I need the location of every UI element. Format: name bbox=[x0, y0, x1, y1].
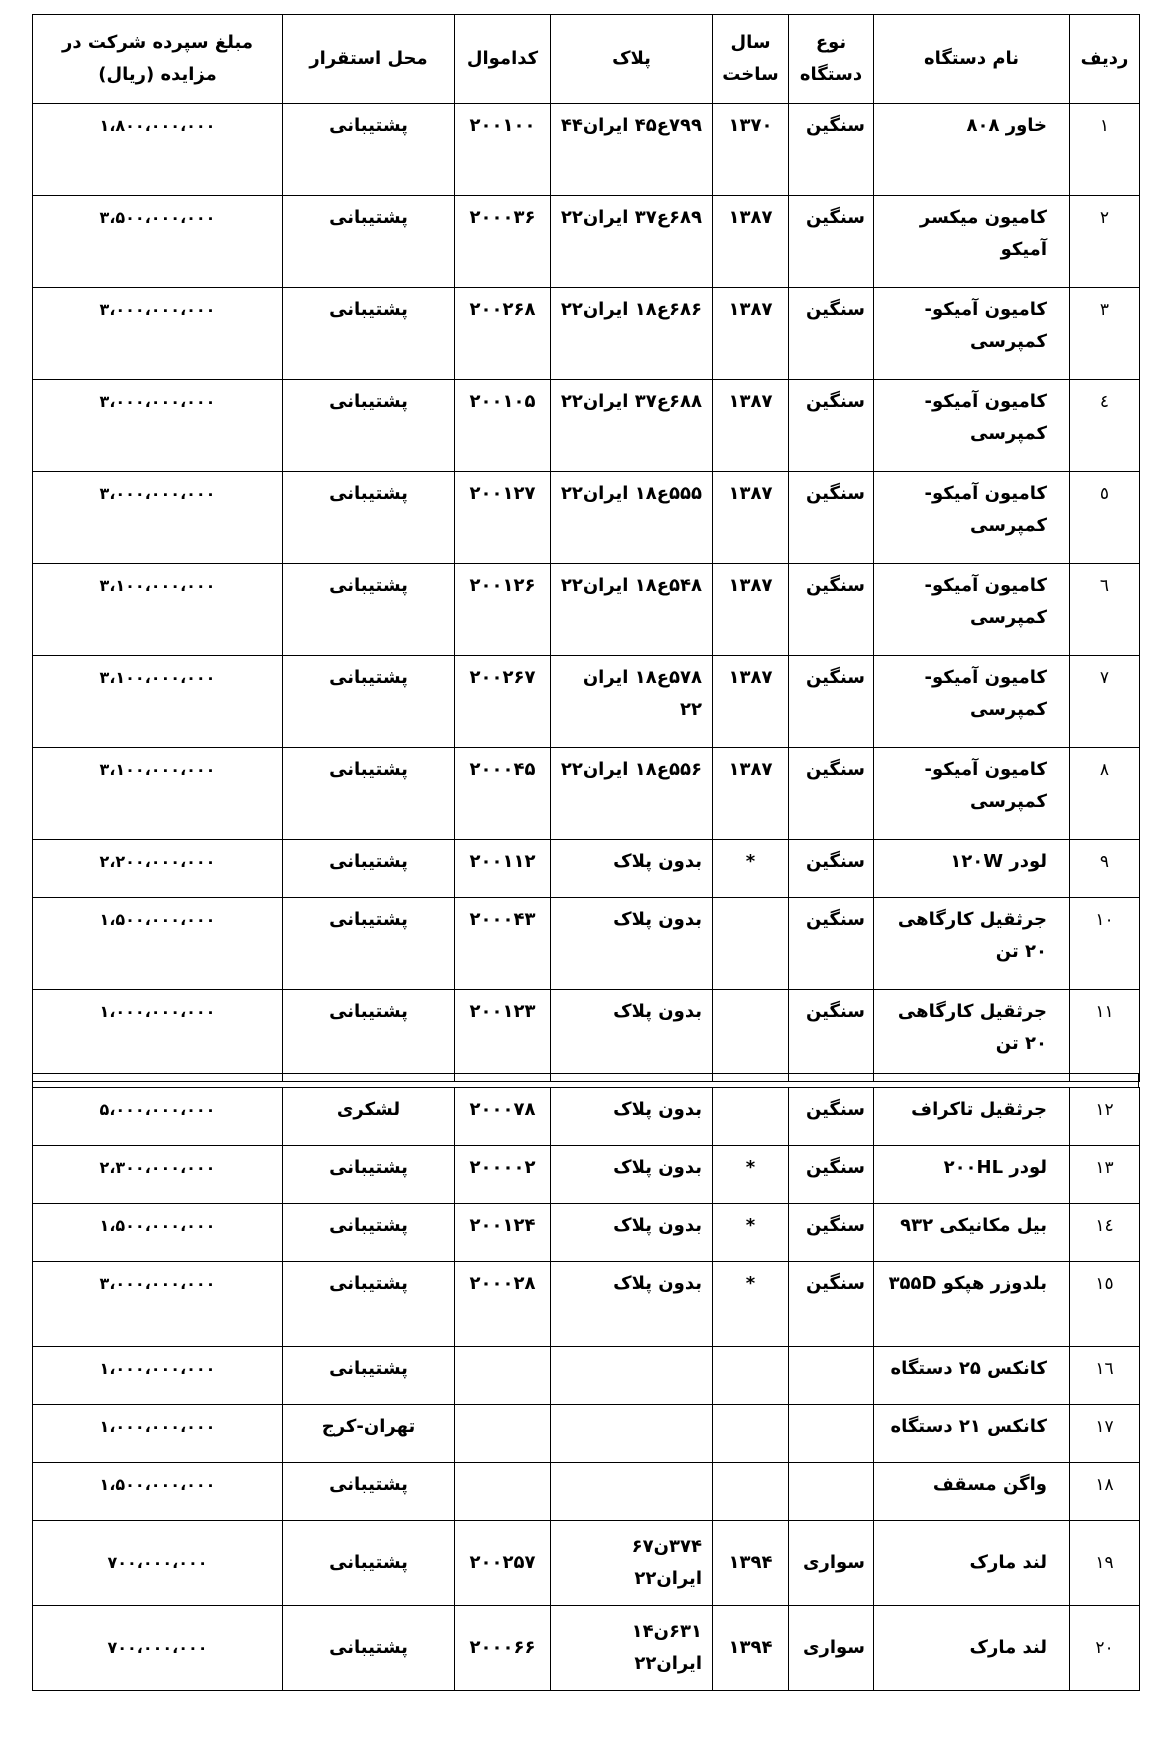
build-year-cell: ۱۳۹۴ bbox=[713, 1606, 789, 1691]
deposit-amount-cell: ۳،۰۰۰،۰۰۰،۰۰۰ bbox=[33, 472, 283, 564]
location-cell: پشتیبانی bbox=[283, 564, 455, 656]
table-row bbox=[33, 1204, 1140, 1262]
deposit-amount-cell: ۱،۵۰۰،۰۰۰،۰۰۰ bbox=[33, 898, 283, 990]
location-cell: پشتیبانی bbox=[283, 472, 455, 564]
plate-number-cell: ۵۴۸ع۱۸ ایران۲۲ bbox=[551, 564, 713, 656]
asset-code-cell: ۲۰۰۰۷۸ bbox=[455, 1088, 551, 1146]
device-name-cell: لودر ۲۰۰HL bbox=[874, 1146, 1070, 1204]
asset-code-cell: ۲۰۰۱۲۶ bbox=[455, 564, 551, 656]
page-break-line bbox=[32, 1073, 1139, 1074]
device-name-cell: کامیون آمیکو- کمپرسی bbox=[874, 656, 1070, 748]
build-year-cell: ۱۳۷۰ bbox=[713, 104, 789, 196]
header-device-name: نام دستگاه bbox=[874, 15, 1070, 104]
header-asset-code: کداموال bbox=[455, 15, 551, 104]
device-name-cell: کامیون آمیکو- کمپرسی bbox=[874, 288, 1070, 380]
build-year-cell: ۱۳۸۷ bbox=[713, 380, 789, 472]
deposit-amount-cell: ۳،۰۰۰،۰۰۰،۰۰۰ bbox=[33, 288, 283, 380]
auction-table-part2 bbox=[32, 1087, 1140, 1691]
location-cell: لشکری bbox=[283, 1088, 455, 1146]
build-year-cell: ۱۳۹۴ bbox=[713, 1521, 789, 1606]
location-cell: تهران-کرج bbox=[283, 1405, 455, 1463]
device-name-cell: کامیون آمیکو- کمپرسی bbox=[874, 472, 1070, 564]
location-cell: پشتیبانی bbox=[283, 1262, 455, 1347]
row-number-cell: ۲۰ bbox=[1070, 1606, 1140, 1691]
row-number-cell: ۱٥ bbox=[1070, 1262, 1140, 1347]
plate-number-cell bbox=[551, 1405, 713, 1463]
asset-code-cell: ۲۰۰۱۲۷ bbox=[455, 472, 551, 564]
plate-number-cell: بدون پلاک bbox=[551, 1204, 713, 1262]
table-row bbox=[33, 1146, 1140, 1204]
device-type-cell: سنگین bbox=[789, 1146, 874, 1204]
location-cell: پشتیبانی bbox=[283, 1463, 455, 1521]
row-number-cell: ۱۳ bbox=[1070, 1146, 1140, 1204]
table-row bbox=[33, 1521, 1140, 1606]
device-name-cell: جرثقیل کارگاهی ۲۰ تن bbox=[874, 898, 1070, 990]
build-year-cell bbox=[713, 1347, 789, 1405]
table-row bbox=[33, 1088, 1140, 1146]
table-row bbox=[33, 656, 1140, 748]
deposit-amount-cell: ۳،۵۰۰،۰۰۰،۰۰۰ bbox=[33, 196, 283, 288]
plate-number-cell: ۷۹۹ع۴۵ ایران۴۴ bbox=[551, 104, 713, 196]
location-cell: پشتیبانی bbox=[283, 1347, 455, 1405]
deposit-amount-cell: ۲،۳۰۰،۰۰۰،۰۰۰ bbox=[33, 1146, 283, 1204]
asset-code-cell: ۲۰۰۰۳۶ bbox=[455, 196, 551, 288]
asset-code-cell: ۲۰۰۰۴۵ bbox=[455, 748, 551, 840]
deposit-amount-cell: ۳،۱۰۰،۰۰۰،۰۰۰ bbox=[33, 656, 283, 748]
row-number-cell: ۱ bbox=[1070, 104, 1140, 196]
deposit-amount-cell: ۱،۰۰۰،۰۰۰،۰۰۰ bbox=[33, 1347, 283, 1405]
row-number-cell: ٤ bbox=[1070, 380, 1140, 472]
plate-number-cell: ۶۸۹ع۳۷ ایران۲۲ bbox=[551, 196, 713, 288]
device-name-cell: کامیون آمیکو- کمپرسی bbox=[874, 748, 1070, 840]
auction-table-part1 bbox=[32, 14, 1140, 1082]
header-deposit-amount: مبلغ سپرده شرکت در مزایده (ریال) bbox=[33, 15, 283, 104]
location-cell: پشتیبانی bbox=[283, 196, 455, 288]
location-cell: پشتیبانی bbox=[283, 840, 455, 898]
location-cell: پشتیبانی bbox=[283, 990, 455, 1082]
deposit-amount-cell: ۳،۱۰۰،۰۰۰،۰۰۰ bbox=[33, 748, 283, 840]
device-name-cell: کامیون میکسر آمیکو bbox=[874, 196, 1070, 288]
device-type-cell: سنگین bbox=[789, 840, 874, 898]
location-cell: پشتیبانی bbox=[283, 898, 455, 990]
device-type-cell: سنگین bbox=[789, 898, 874, 990]
row-number-cell: ٥ bbox=[1070, 472, 1140, 564]
table-row bbox=[33, 748, 1140, 840]
plate-number-cell: بدون پلاک bbox=[551, 1088, 713, 1146]
build-year-cell: ۱۳۸۷ bbox=[713, 288, 789, 380]
plate-number-cell bbox=[551, 1463, 713, 1521]
device-type-cell: سنگین bbox=[789, 1088, 874, 1146]
location-cell: پشتیبانی bbox=[283, 1146, 455, 1204]
row-number-cell: ۸ bbox=[1070, 748, 1140, 840]
device-name-cell: کامیون آمیکو- کمپرسی bbox=[874, 564, 1070, 656]
device-type-cell: سنگین bbox=[789, 748, 874, 840]
build-year-cell: * bbox=[713, 1146, 789, 1204]
device-name-cell: خاور ۸۰۸ bbox=[874, 104, 1070, 196]
asset-code-cell: ۲۰۰۰۶۶ bbox=[455, 1606, 551, 1691]
device-type-cell: سنگین bbox=[789, 380, 874, 472]
asset-code-cell: ۲۰۰۱۰۵ bbox=[455, 380, 551, 472]
device-type-cell: سنگین bbox=[789, 104, 874, 196]
build-year-cell bbox=[713, 1463, 789, 1521]
row-number-cell: ۱۷ bbox=[1070, 1405, 1140, 1463]
asset-code-cell: ۲۰۰۲۵۷ bbox=[455, 1521, 551, 1606]
build-year-cell: * bbox=[713, 1204, 789, 1262]
build-year-cell bbox=[713, 990, 789, 1082]
deposit-amount-cell: ۷۰۰،۰۰۰،۰۰۰ bbox=[33, 1521, 283, 1606]
row-number-cell: ۱٦ bbox=[1070, 1347, 1140, 1405]
asset-code-cell: ۲۰۰۰۴۳ bbox=[455, 898, 551, 990]
table-row bbox=[33, 104, 1140, 196]
table-row bbox=[33, 1347, 1140, 1405]
row-number-cell: ۹ bbox=[1070, 840, 1140, 898]
device-name-cell: جرثقیل تاکراف bbox=[874, 1088, 1070, 1146]
plate-number-cell: ۳۷۴ن۶۷ ایران۲۲ bbox=[551, 1521, 713, 1606]
header-build-year: سال ساخت bbox=[713, 15, 789, 104]
header-row-number: ردیف bbox=[1070, 15, 1140, 104]
build-year-cell: ۱۳۸۷ bbox=[713, 196, 789, 288]
table-row bbox=[33, 1262, 1140, 1347]
header-device-type: نوع دستگاه bbox=[789, 15, 874, 104]
plate-number-cell: بدون پلاک bbox=[551, 840, 713, 898]
asset-code-cell bbox=[455, 1347, 551, 1405]
row-number-cell: ۱۲ bbox=[1070, 1088, 1140, 1146]
device-type-cell: سواری bbox=[789, 1521, 874, 1606]
header-location: محل استقرار bbox=[283, 15, 455, 104]
plate-number-cell bbox=[551, 1347, 713, 1405]
row-number-cell: ۱۱ bbox=[1070, 990, 1140, 1082]
location-cell: پشتیبانی bbox=[283, 380, 455, 472]
location-cell: پشتیبانی bbox=[283, 748, 455, 840]
asset-code-cell: ۲۰۰۰۰۲ bbox=[455, 1146, 551, 1204]
asset-code-cell: ۲۰۰۲۶۸ bbox=[455, 288, 551, 380]
device-name-cell: واگن مسقف bbox=[874, 1463, 1070, 1521]
row-number-cell: ۱٤ bbox=[1070, 1204, 1140, 1262]
deposit-amount-cell: ۱،۵۰۰،۰۰۰،۰۰۰ bbox=[33, 1204, 283, 1262]
device-type-cell: سواری bbox=[789, 1606, 874, 1691]
page-break-stub-left bbox=[32, 1073, 33, 1087]
device-type-cell: سنگین bbox=[789, 656, 874, 748]
table-row bbox=[33, 564, 1140, 656]
asset-code-cell: ۲۰۰۱۲۳ bbox=[455, 990, 551, 1082]
header-plate: پلاک bbox=[551, 15, 713, 104]
row-number-cell: ۳ bbox=[1070, 288, 1140, 380]
asset-code-cell bbox=[455, 1463, 551, 1521]
plate-number-cell: بدون پلاک bbox=[551, 990, 713, 1082]
device-type-cell: سنگین bbox=[789, 472, 874, 564]
plate-number-cell: ۶۳۱ن۱۴ ایران۲۲ bbox=[551, 1606, 713, 1691]
device-type-cell bbox=[789, 1405, 874, 1463]
deposit-amount-cell: ۳،۰۰۰،۰۰۰،۰۰۰ bbox=[33, 1262, 283, 1347]
device-name-cell: کانکس ۲۱ دستگاه bbox=[874, 1405, 1070, 1463]
deposit-amount-cell: ۱،۸۰۰،۰۰۰،۰۰۰ bbox=[33, 104, 283, 196]
plate-number-cell: ۶۸۶ع۱۸ ایران۲۲ bbox=[551, 288, 713, 380]
table-header-row bbox=[33, 15, 1140, 104]
build-year-cell: ۱۳۸۷ bbox=[713, 748, 789, 840]
build-year-cell bbox=[713, 1405, 789, 1463]
location-cell: پشتیبانی bbox=[283, 1204, 455, 1262]
table-row bbox=[33, 1405, 1140, 1463]
build-year-cell: * bbox=[713, 1262, 789, 1347]
device-type-cell: سنگین bbox=[789, 990, 874, 1082]
asset-code-cell bbox=[455, 1405, 551, 1463]
row-number-cell: ۱۰ bbox=[1070, 898, 1140, 990]
build-year-cell: ۱۳۸۷ bbox=[713, 564, 789, 656]
device-type-cell: سنگین bbox=[789, 1204, 874, 1262]
device-name-cell: لودر ۱۲۰W bbox=[874, 840, 1070, 898]
asset-code-cell: ۲۰۰۰۲۸ bbox=[455, 1262, 551, 1347]
location-cell: پشتیبانی bbox=[283, 1521, 455, 1606]
table-row bbox=[33, 380, 1140, 472]
build-year-cell bbox=[713, 1088, 789, 1146]
table-row bbox=[33, 898, 1140, 990]
build-year-cell: * bbox=[713, 840, 789, 898]
device-type-cell: سنگین bbox=[789, 288, 874, 380]
row-number-cell: ۲ bbox=[1070, 196, 1140, 288]
device-type-cell bbox=[789, 1463, 874, 1521]
deposit-amount-cell: ۱،۵۰۰،۰۰۰،۰۰۰ bbox=[33, 1463, 283, 1521]
plate-number-cell: ۵۵۵ع۱۸ ایران۲۲ bbox=[551, 472, 713, 564]
table-row bbox=[33, 990, 1140, 1082]
table-row bbox=[33, 196, 1140, 288]
asset-code-cell: ۲۰۰۱۰۰ bbox=[455, 104, 551, 196]
deposit-amount-cell: ۲،۲۰۰،۰۰۰،۰۰۰ bbox=[33, 840, 283, 898]
row-number-cell: ۷ bbox=[1070, 656, 1140, 748]
device-name-cell: بلدوزر هپکو ۳۵۵D bbox=[874, 1262, 1070, 1347]
build-year-cell: ۱۳۸۷ bbox=[713, 656, 789, 748]
asset-code-cell: ۲۰۰۲۶۷ bbox=[455, 656, 551, 748]
deposit-amount-cell: ۱،۰۰۰،۰۰۰،۰۰۰ bbox=[33, 990, 283, 1082]
device-type-cell bbox=[789, 1347, 874, 1405]
plate-number-cell: بدون پلاک bbox=[551, 1262, 713, 1347]
device-name-cell: جرثقیل کارگاهی ۲۰ تن bbox=[874, 990, 1070, 1082]
page-break-stub-right bbox=[1138, 1073, 1139, 1087]
device-name-cell: کامیون آمیکو- کمپرسی bbox=[874, 380, 1070, 472]
location-cell: پشتیبانی bbox=[283, 104, 455, 196]
device-type-cell: سنگین bbox=[789, 564, 874, 656]
table-row bbox=[33, 472, 1140, 564]
deposit-amount-cell: ۵،۰۰۰،۰۰۰،۰۰۰ bbox=[33, 1088, 283, 1146]
deposit-amount-cell: ۷۰۰،۰۰۰،۰۰۰ bbox=[33, 1606, 283, 1691]
location-cell: پشتیبانی bbox=[283, 656, 455, 748]
location-cell: پشتیبانی bbox=[283, 1606, 455, 1691]
table-row bbox=[33, 1606, 1140, 1691]
table-row bbox=[33, 288, 1140, 380]
location-cell: پشتیبانی bbox=[283, 288, 455, 380]
row-number-cell: ۱۹ bbox=[1070, 1521, 1140, 1606]
table-row bbox=[33, 1463, 1140, 1521]
build-year-cell: ۱۳۸۷ bbox=[713, 472, 789, 564]
device-type-cell: سنگین bbox=[789, 196, 874, 288]
row-number-cell: ۱۸ bbox=[1070, 1463, 1140, 1521]
plate-number-cell: بدون پلاک bbox=[551, 898, 713, 990]
row-number-cell: ٦ bbox=[1070, 564, 1140, 656]
deposit-amount-cell: ۳،۱۰۰،۰۰۰،۰۰۰ bbox=[33, 564, 283, 656]
device-name-cell: بیل مکانیکی ۹۳۲ bbox=[874, 1204, 1070, 1262]
plate-number-cell: بدون پلاک bbox=[551, 1146, 713, 1204]
plate-number-cell: ۶۸۸ع۳۷ ایران۲۲ bbox=[551, 380, 713, 472]
device-type-cell: سنگین bbox=[789, 1262, 874, 1347]
device-name-cell: لند مارک bbox=[874, 1521, 1070, 1606]
asset-code-cell: ۲۰۰۱۲۴ bbox=[455, 1204, 551, 1262]
plate-number-cell: ۵۵۶ع۱۸ ایران۲۲ bbox=[551, 748, 713, 840]
deposit-amount-cell: ۳،۰۰۰،۰۰۰،۰۰۰ bbox=[33, 380, 283, 472]
deposit-amount-cell: ۱،۰۰۰،۰۰۰،۰۰۰ bbox=[33, 1405, 283, 1463]
asset-code-cell: ۲۰۰۱۱۲ bbox=[455, 840, 551, 898]
device-name-cell: لند مارک bbox=[874, 1606, 1070, 1691]
plate-number-cell: ۵۷۸ع۱۸ ایران ۲۲ bbox=[551, 656, 713, 748]
build-year-cell bbox=[713, 898, 789, 990]
table-row bbox=[33, 840, 1140, 898]
device-name-cell: کانکس ۲۵ دستگاه bbox=[874, 1347, 1070, 1405]
